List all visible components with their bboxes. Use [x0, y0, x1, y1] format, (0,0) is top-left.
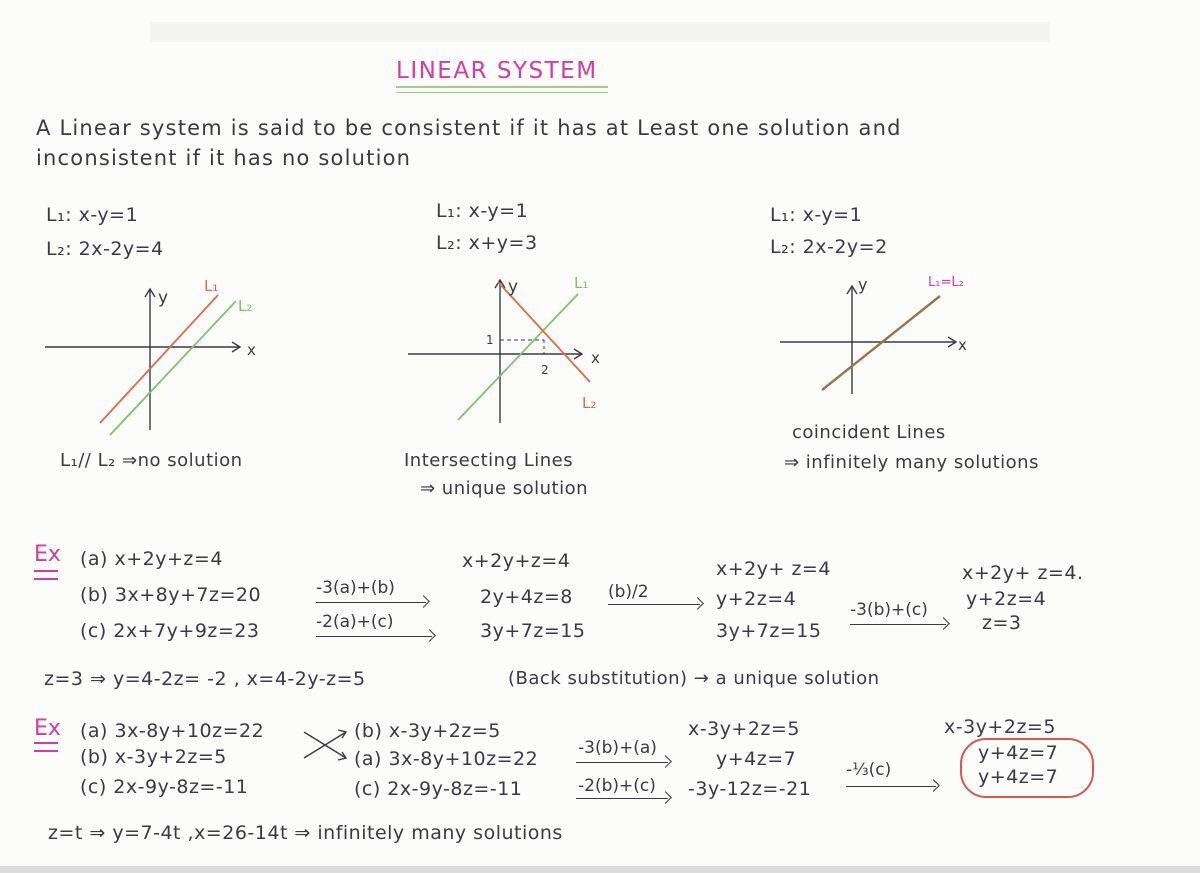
- case2-label-L1: L₁: [574, 274, 589, 292]
- case1-graph: [40, 275, 280, 435]
- case3-axis-x-label: x: [958, 336, 967, 354]
- case2-line-L1: [458, 294, 578, 420]
- case3-eq1: L₁: x-y=1: [770, 204, 863, 226]
- ex2-sys1-b: (b) x-3y+2z=5: [80, 746, 227, 768]
- intro-line-2: inconsistent if it has no solution: [36, 146, 412, 170]
- ex2-sys4-3: y+4z=7: [978, 766, 1059, 788]
- ex2-sys3-3: -3y-12z=-21: [688, 778, 812, 800]
- intro-line-1: A Linear system is said to be consistent if it has at Least one solution and: [36, 116, 902, 140]
- case3-axis-y-label: y: [858, 275, 868, 294]
- scan-bottom-edge: [0, 866, 1200, 873]
- case1-axis-x-label: x: [247, 341, 256, 359]
- ex1-sys2-3: 3y+7z=15: [480, 620, 586, 642]
- ex2-sys2-1: (b) x-3y+2z=5: [354, 720, 501, 742]
- ex1-sys4-2: y+2z=4: [966, 588, 1047, 610]
- case3-eq2: L₂: 2x-2y=2: [770, 236, 888, 258]
- ex1-op2-label: -2(a)+(c): [316, 612, 394, 632]
- case2-caption-1: Intersecting Lines: [404, 450, 574, 471]
- ex1-sys2-1: x+2y+z=4: [462, 550, 571, 572]
- ex2-underline: [34, 742, 58, 752]
- ex1-sys4-1: x+2y+ z=4.: [962, 562, 1084, 584]
- case2-eq2: L₂: x+y=3: [436, 232, 538, 254]
- case2-graph: [400, 268, 620, 428]
- ex2-op1-arrow: [576, 762, 668, 763]
- ex2-sys3-1: x-3y+2z=5: [688, 718, 800, 740]
- case1-line-L2: [110, 301, 236, 435]
- case1-label-L1: L₁: [204, 277, 219, 295]
- case3-line-coincident: [822, 296, 940, 390]
- case2-caption-2: ⇒ unique solution: [420, 478, 589, 499]
- case1-eq2: L₂: 2x-2y=4: [46, 238, 164, 260]
- page-title: LINEAR SYSTEM: [396, 58, 598, 84]
- ex2-sys2-2: (a) 3x-8y+10z=22: [354, 748, 539, 770]
- ex1-sys1-b: (b) 3x+8y+7z=20: [80, 584, 262, 606]
- ex1-sys1-c: (c) 2x+7y+9z=23: [80, 620, 260, 642]
- ex1-back-note: (Back substitution) → a unique solution: [508, 668, 880, 689]
- ex1-sys4-3: z=3: [982, 612, 1022, 634]
- ex2-sys4-2: y+4z=7: [978, 742, 1059, 764]
- ex2-sys1-a: (a) 3x-8y+10z=22: [80, 720, 265, 742]
- title-underline: [396, 86, 608, 93]
- case2-tick-y: 1: [486, 333, 494, 347]
- ex2-op2-label: -2(b)+(c): [578, 776, 656, 796]
- ex1-op4-arrow: [850, 624, 946, 625]
- ex2-sys4-1: x-3y+2z=5: [944, 716, 1056, 738]
- case3-caption-2: ⇒ infinitely many solutions: [784, 452, 1039, 473]
- case1-label-L2: L₂: [238, 297, 253, 315]
- ex2-op2-arrow: [576, 798, 668, 799]
- case1-line-L1: [100, 295, 218, 423]
- ex1-op1-label: -3(a)+(b): [316, 578, 395, 598]
- ex1-label: Ex: [34, 542, 61, 567]
- case2-label-L2: L₂: [582, 394, 597, 412]
- case1-caption: L₁// L₂ ⇒no solution: [60, 450, 243, 471]
- ex2-op3-arrow: [846, 786, 936, 787]
- ex1-op2-arrow: [316, 636, 432, 637]
- case1-axis-y-label: y: [158, 288, 169, 308]
- ex2-op3-label: -⅓(c): [846, 760, 892, 780]
- case2-axis-x-label: x: [591, 349, 600, 367]
- case3-caption-1: coincident Lines: [792, 422, 946, 443]
- ex1-underline: [34, 570, 58, 580]
- case2-axis-y-label: y: [508, 277, 519, 297]
- ex2-swap-icon: [300, 722, 360, 772]
- ex1-op3-arrow: [608, 604, 700, 605]
- ex1-sys3-2: y+2z=4: [716, 588, 797, 610]
- scan-shadow: [150, 22, 1050, 42]
- ex2-label: Ex: [34, 716, 61, 741]
- case1-eq1: L₁: x-y=1: [46, 204, 139, 226]
- ex2-op1-label: -3(b)+(a): [578, 738, 657, 758]
- case2-tick-x: 2: [541, 363, 549, 377]
- ex1-op3-label: (b)/2: [608, 582, 649, 602]
- ex1-back-substitution: z=3 ⇒ y=4-2z= -2 , x=4-2y-z=5: [44, 668, 366, 690]
- case3-label-L1L2: L₁=L₂: [928, 275, 964, 290]
- ex1-sys3-3: 3y+7z=15: [716, 620, 822, 642]
- ex2-sys2-3: (c) 2x-9y-8z=-11: [354, 778, 523, 800]
- ex1-op1-arrow: [316, 602, 426, 603]
- ex1-sys1-a: (a) x+2y+z=4: [80, 548, 223, 570]
- ex2-parametric-solution: z=t ⇒ y=7-4t ,x=26-14t ⇒ infinitely many solutions: [48, 822, 563, 844]
- ex1-sys2-2: 2y+4z=8: [480, 586, 573, 608]
- ex1-sys3-1: x+2y+ z=4: [716, 558, 831, 580]
- ex2-sys1-c: (c) 2x-9y-8z=-11: [80, 776, 249, 798]
- case2-eq1: L₁: x-y=1: [436, 200, 529, 222]
- case3-graph: [776, 274, 986, 404]
- ex2-sys3-2: y+4z=7: [716, 748, 797, 770]
- ex1-op4-label: -3(b)+(c): [850, 600, 928, 620]
